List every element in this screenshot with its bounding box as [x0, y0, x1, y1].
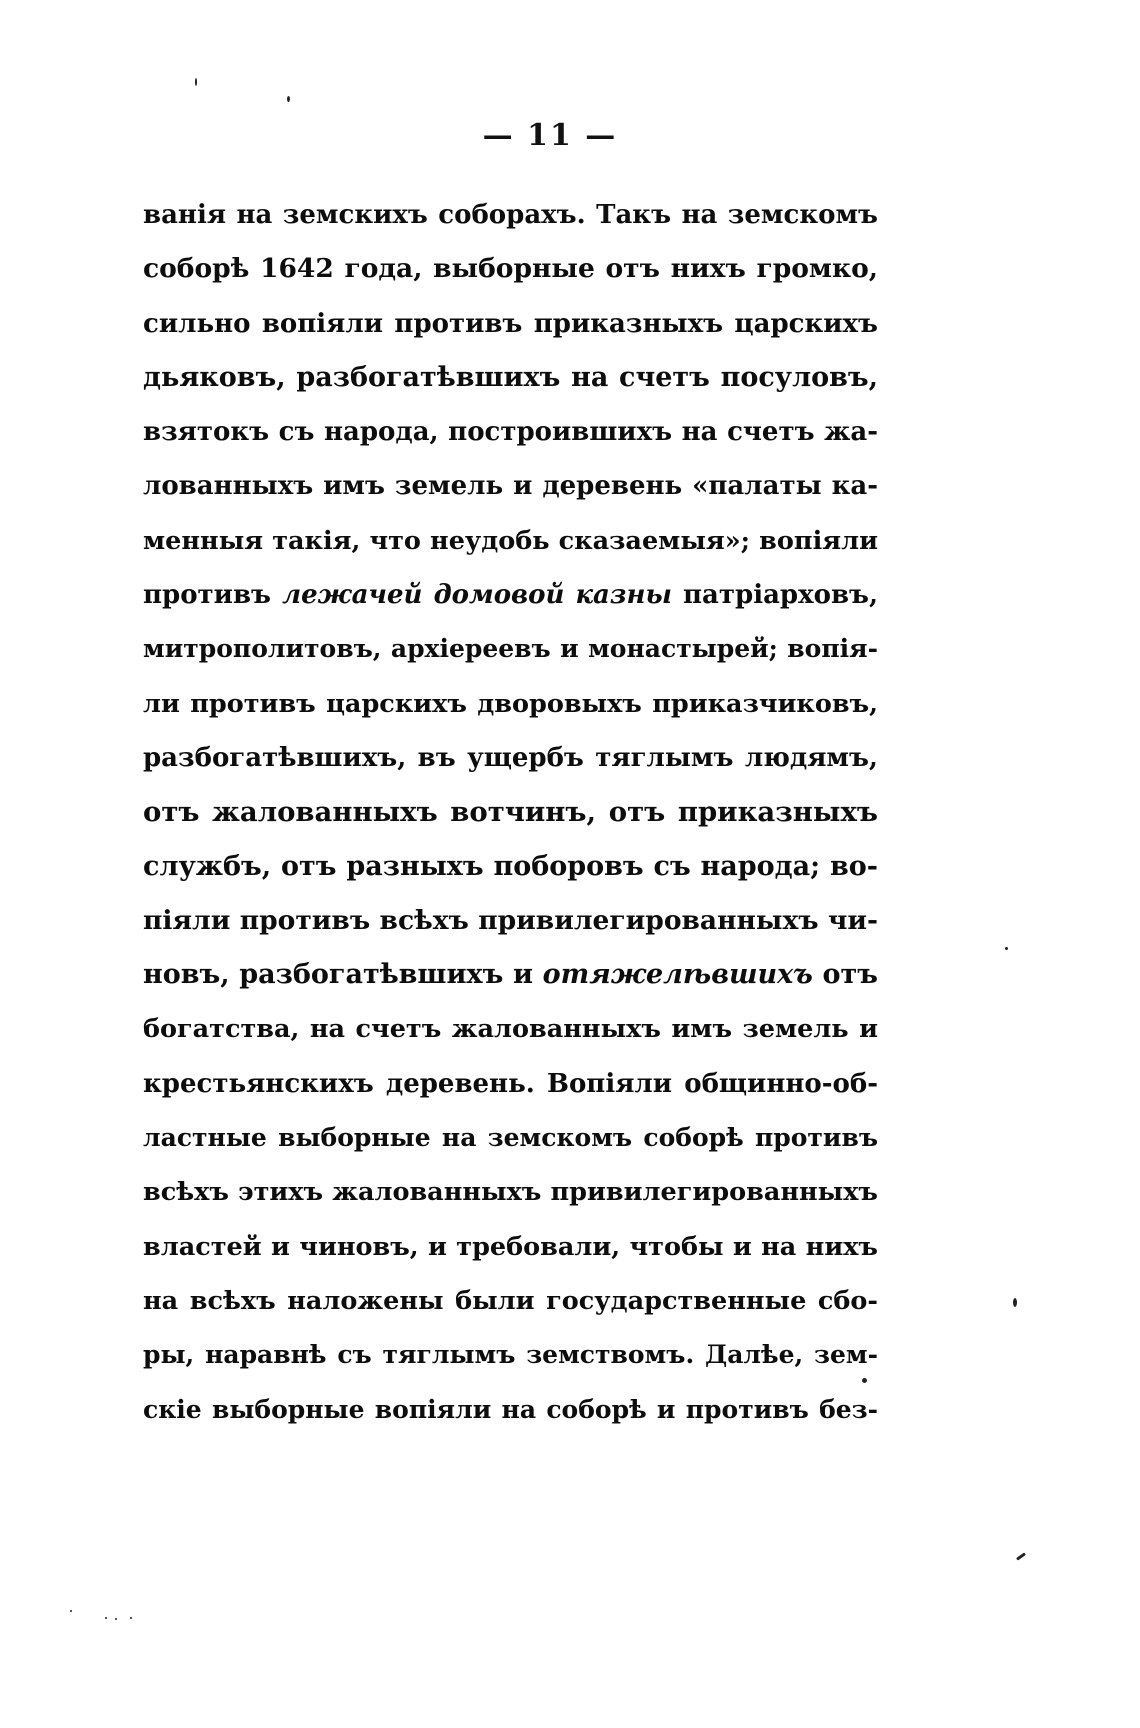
scan-speck — [195, 78, 197, 86]
text-line: всѣхъ этихъ жалованныхъ привилегированныхъ — [143, 1177, 878, 1208]
text-line: скіе выборные вопіяли на соборѣ и противъ без- — [143, 1394, 878, 1424]
text-line: крестьянскихъ деревень. Вопіяли общинно-об- — [143, 1068, 878, 1099]
text-line: піяли противъ всѣхъ привилегированныхъ чи- — [143, 904, 878, 936]
scan-speck — [115, 1618, 117, 1620]
italic-emphasis: лежачей домовой казны — [282, 580, 672, 611]
text-line: на всѣхъ наложены были государственные сбо- — [143, 1285, 878, 1316]
text-line: сильно вопіяли противъ приказныхъ царскихъ — [143, 308, 878, 339]
text-line: менныя такія, что неудобь сказаемыя»; вопіяли — [143, 525, 878, 556]
text-line — [143, 568, 878, 622]
scan-speck — [1013, 1298, 1017, 1307]
page-number: — 11 — — [482, 118, 618, 153]
text-line: богатства, на счетъ жалованныхъ имъ земель и — [143, 1014, 878, 1045]
text-line: ванія на земскихъ соборахъ. Такъ на земскомъ — [143, 200, 878, 230]
text-run: патріарховъ, — [671, 580, 878, 611]
italic-emphasis: отяжелѣвшихъ — [542, 959, 813, 991]
text-line: митрополитовъ, архіереевъ и монастырей; вопія- — [143, 634, 878, 664]
scan-speck — [1016, 1552, 1026, 1560]
text-line: ры, наравнѣ съ тяглымъ земствомъ. Далѣе, зем- — [143, 1340, 878, 1370]
text-line: ластные выборные на земскомъ соборѣ противъ — [143, 1123, 878, 1153]
text-line: взятокъ съ народа, построившихъ на счетъ жа- — [143, 417, 878, 448]
text-line: дьяковъ, разбогатѣвшихъ на счетъ посуловъ, — [143, 361, 878, 393]
scan-speck — [130, 1617, 132, 1619]
text-line: властей и чиновъ, и требовали, чтобы и на нихъ — [143, 1231, 878, 1262]
text-run: противъ — [143, 580, 283, 611]
text-line: разбогатѣвшихъ, въ ущербъ тяглымъ людямъ, — [143, 742, 878, 773]
text-line: отъ жалованныхъ вотчинъ, отъ приказныхъ — [143, 796, 878, 829]
text-run: новъ, разбогатѣвшихъ и — [143, 959, 543, 991]
text-line: ли противъ царскихъ дворовыхъ приказчиковъ, — [143, 688, 878, 719]
scan-speck — [862, 1378, 867, 1383]
text-line — [143, 948, 878, 1002]
text-line: лованныхъ имъ земель и деревень «палаты ка- — [143, 471, 878, 502]
text-run: отъ — [812, 959, 878, 991]
scan-speck — [70, 1610, 72, 1612]
text-line: соборѣ 1642 года, выборные отъ нихъ громко, — [143, 253, 878, 285]
scan-speck — [1005, 947, 1008, 950]
body-text — [143, 188, 878, 1437]
text-line: службъ, отъ разныхъ поборовъ съ народа; во- — [143, 850, 878, 882]
scan-speck — [105, 1617, 107, 1619]
scan-speck — [287, 96, 290, 102]
